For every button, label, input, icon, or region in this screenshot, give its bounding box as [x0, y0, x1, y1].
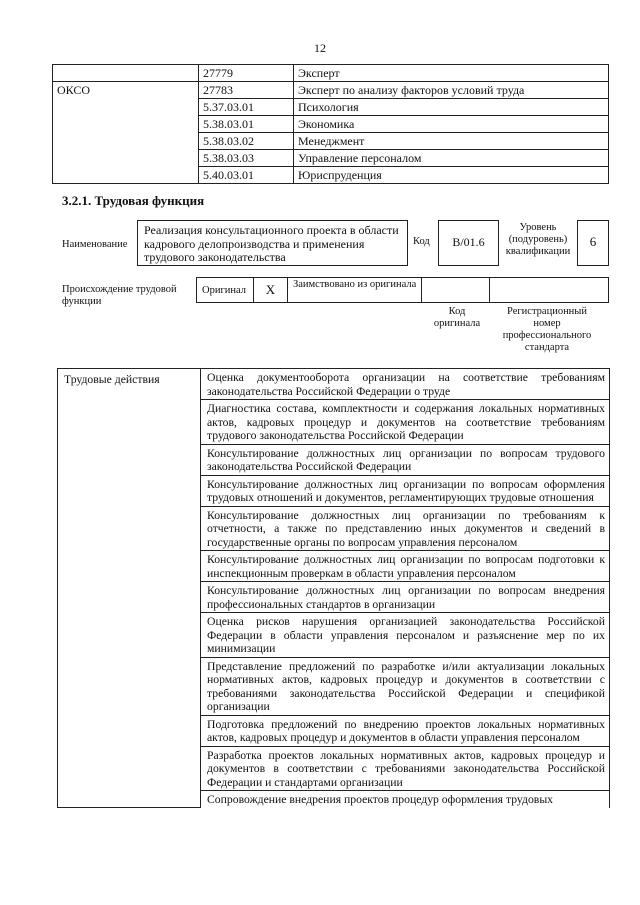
action-item: Сопровождение внедрения проектов процедур оформления трудовых: [201, 791, 610, 808]
action-item: Консультирование должностных лиц организации по вопросам внедрения профессиональных стандартов в организации: [201, 582, 610, 613]
original-mark: X: [254, 278, 288, 302]
action-item: Консультирование должностных лиц организации по требованиям к отчетности, а также по представлению иных документов и сведений в государственные органы по вопросам управления персоналом: [201, 506, 610, 551]
table-row: [58, 369, 610, 400]
origin-row: [196, 277, 609, 303]
reg-number-label: Регистрационный номер профессионального стандарта: [502, 306, 592, 353]
action-item: Представление предложений по разработке и/или актуализации локальных нормативных актов, кадровых процедур и документов в соответствии с требованиями законодательства Российской Федерации и спецификой организации: [201, 657, 610, 715]
function-code-value: В/01.6: [438, 220, 499, 266]
origin-label: Происхождение трудовой функции: [62, 284, 177, 307]
orig-code-cell: [422, 278, 490, 302]
okso-label: ОКСО: [53, 82, 199, 184]
table-row: 5.38.03.01 Экономика: [53, 116, 609, 133]
action-item: Подготовка предложений по внедрению проектов локальных нормативных актов, кадровых процедур и документов в области управления персоналом: [201, 715, 610, 746]
section-title: 3.2.1. Трудовая функция: [62, 193, 205, 208]
okso-table: [52, 64, 609, 184]
borrowed-label: Заимствовано из оригинала: [293, 279, 417, 290]
orig-code-label: Код оригинала: [433, 306, 481, 329]
action-item: Консультирование должностных лиц организации по вопросам оформления трудовых отношений и документов, регламентирующих трудовые отношения: [201, 475, 610, 506]
action-item: Диагностика состава, комплектности и содержания локальных нормативных актов, кадровых процедур и документов на соответствие требованиям трудового законодательства Российской Федерации: [201, 400, 610, 445]
action-item: Оценка документооборота организации на соответствие требованиям законодательства Российской Федерации о труде: [201, 369, 610, 400]
level-label: Уровень (подуровень) квалификации: [505, 222, 571, 257]
actions-label: Трудовые действия: [58, 369, 201, 808]
page-number: 12: [314, 41, 326, 55]
code-label: Код: [413, 236, 430, 247]
table-row: 5.40.03.01 Юриспруденция: [53, 167, 609, 184]
table-row: 5.38.03.03 Управление персоналом: [53, 150, 609, 167]
table-row: ОКСО 27783 Эксперт по анализу факторов условий труда: [53, 82, 609, 99]
level-value: 6: [577, 220, 609, 266]
labour-actions-table: [57, 368, 610, 808]
reg-number-cell: [490, 278, 608, 302]
table-row: 27779 Эксперт: [53, 65, 609, 82]
name-label: Наименование: [62, 239, 128, 250]
original-label: Оригинал: [202, 285, 246, 296]
function-name-value: Реализация консультационного проекта в области кадрового делопроизводства и применения трудового законодательства: [137, 220, 408, 266]
action-item: Оценка рисков нарушения организацией законодательства Российской Федерации в области управления персоналом и разъяснение мер по их минимизации: [201, 613, 610, 658]
action-item: Разработка проектов локальных нормативных актов, кадровых процедур и документов в соответствии с требованиями законодательства Российской Федерации и стандартами организации: [201, 746, 610, 791]
table-row: 5.37.03.01 Психология: [53, 99, 609, 116]
table-row: 5.38.03.02 Менеджмент: [53, 133, 609, 150]
action-item: Консультирование должностных лиц организации по вопросам подготовки к инспекционным проверкам в области управления персоналом: [201, 551, 610, 582]
action-item: Консультирование должностных лиц организации по вопросам трудового законодательства Российской Федерации: [201, 444, 610, 475]
